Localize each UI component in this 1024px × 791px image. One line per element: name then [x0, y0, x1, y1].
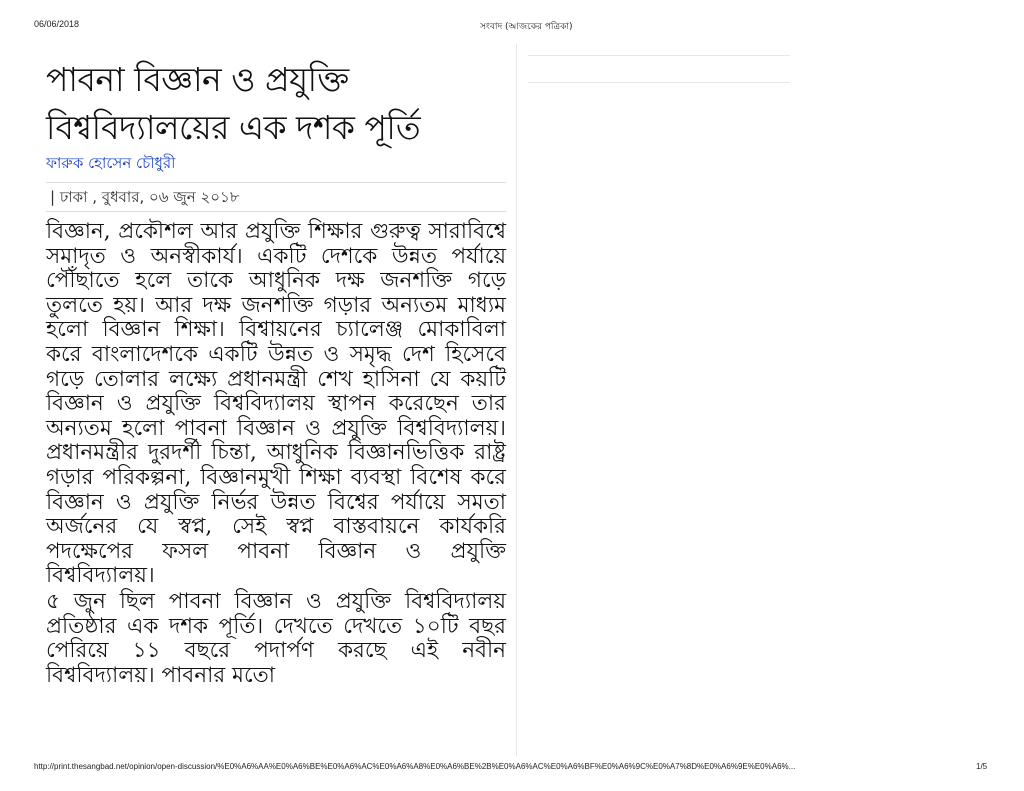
headline-line-2: বিশ্ববিদ্যালয়ের এক দশক পূর্তি	[46, 108, 421, 147]
print-date: 06/06/2018	[34, 19, 80, 29]
sidebar-rule-top	[528, 55, 790, 56]
print-url: http://print.thesangbad.net/opinion/open-discussion/%E0%A6%AA%E0%A6%BE%E0%A6%AC%E0%A6%A8%E0%A6%BE%2B%E0%A6%AC%E0%A6%BF%E0%A6%9C%E0%A7%8D%E0%A6%9E%E0%A6%...	[34, 762, 796, 771]
print-page-number: 1/5	[976, 762, 988, 771]
author-link[interactable]: ফারুক হোসেন চৌধুরী	[46, 154, 176, 172]
print-page-title: সংবাদ (আজকের পত্রিকা)	[480, 22, 573, 32]
headline-line-1: পাবনা বিজ্ঞান ও প্রযুক্তি	[46, 60, 349, 99]
body-paragraph-1: বিজ্ঞান, প্রকৌশল আর প্রযুক্তি শিক্ষার গুরুত্ব সারাবিশ্বে সমাদৃত ও অনস্বীকার্য। একটি দেশকে উন্নত পর্যায়ে পৌঁছাতে হলে তাকে আধুনিক দক্ষ জনশক্তি গড়ে তুলতে হয়। আর দক্ষ জনশক্তি গড়ার অন্যতম মাধ্যম হলো বিজ্ঞান শিক্ষা। বিশ্বায়নের চ্যালেঞ্জ মোকাবিলা করে বাংলাদেশকে একটি উন্নত ও সমৃদ্ধ দেশ হিসেবে গড়ে তোলার লক্ষ্যে প্রধানমন্ত্রী শেখ হাসিনা যে কয়টি বিজ্ঞান ও প্রযুক্তি বিশ্ববিদ্যালয় স্থাপন করেছেন তার অন্যতম হলো পাবনা বিজ্ঞান ও প্রযুক্তি বিশ্ববিদ্যালয়। প্রধানমন্ত্রীর দুরদর্শী চিন্তা, আধুনিক বিজ্ঞানভিত্তিক রাষ্ট্র গড়ার পরিকল্পনা, বিজ্ঞানমুখী শিক্ষা ব্যবস্থা বিশেষ করে বিজ্ঞান ও প্রযুক্তি নির্ভর উন্নত বিশ্বের পর্যায়ে সমতা অর্জনের যে স্বপ্ন, সেই স্বপ্ন বাস্তবায়নে কার্যকরি পদক্ষেপের ফসল পাবনা বিজ্ঞান ও প্রযুক্তি বিশ্ববিদ্যালয়।	[46, 219, 506, 589]
column-divider	[516, 44, 517, 756]
article	[46, 56, 506, 689]
body-paragraph-2: ৫ জুন ছিল পাবনা বিজ্ঞান ও প্রযুক্তি বিশ্ববিদ্যালয় প্রতিষ্ঠার এক দশক পূর্তি। দেখতে দেখতে ১০টি বছর পেরিয়ে ১১ বছরে পদার্পণ করছে এই নবীন বিশ্ববিদ্যালয়। পাবনার মতো	[46, 588, 506, 688]
sidebar-rule-bottom	[528, 82, 790, 83]
clipped-next-line	[46, 742, 506, 758]
dateline: | ঢাকা , বুধবার, ০৬ জুন ২০১৮	[50, 188, 240, 206]
article-headline	[46, 56, 506, 152]
dateline-bar	[46, 182, 506, 212]
article-body	[46, 220, 506, 688]
